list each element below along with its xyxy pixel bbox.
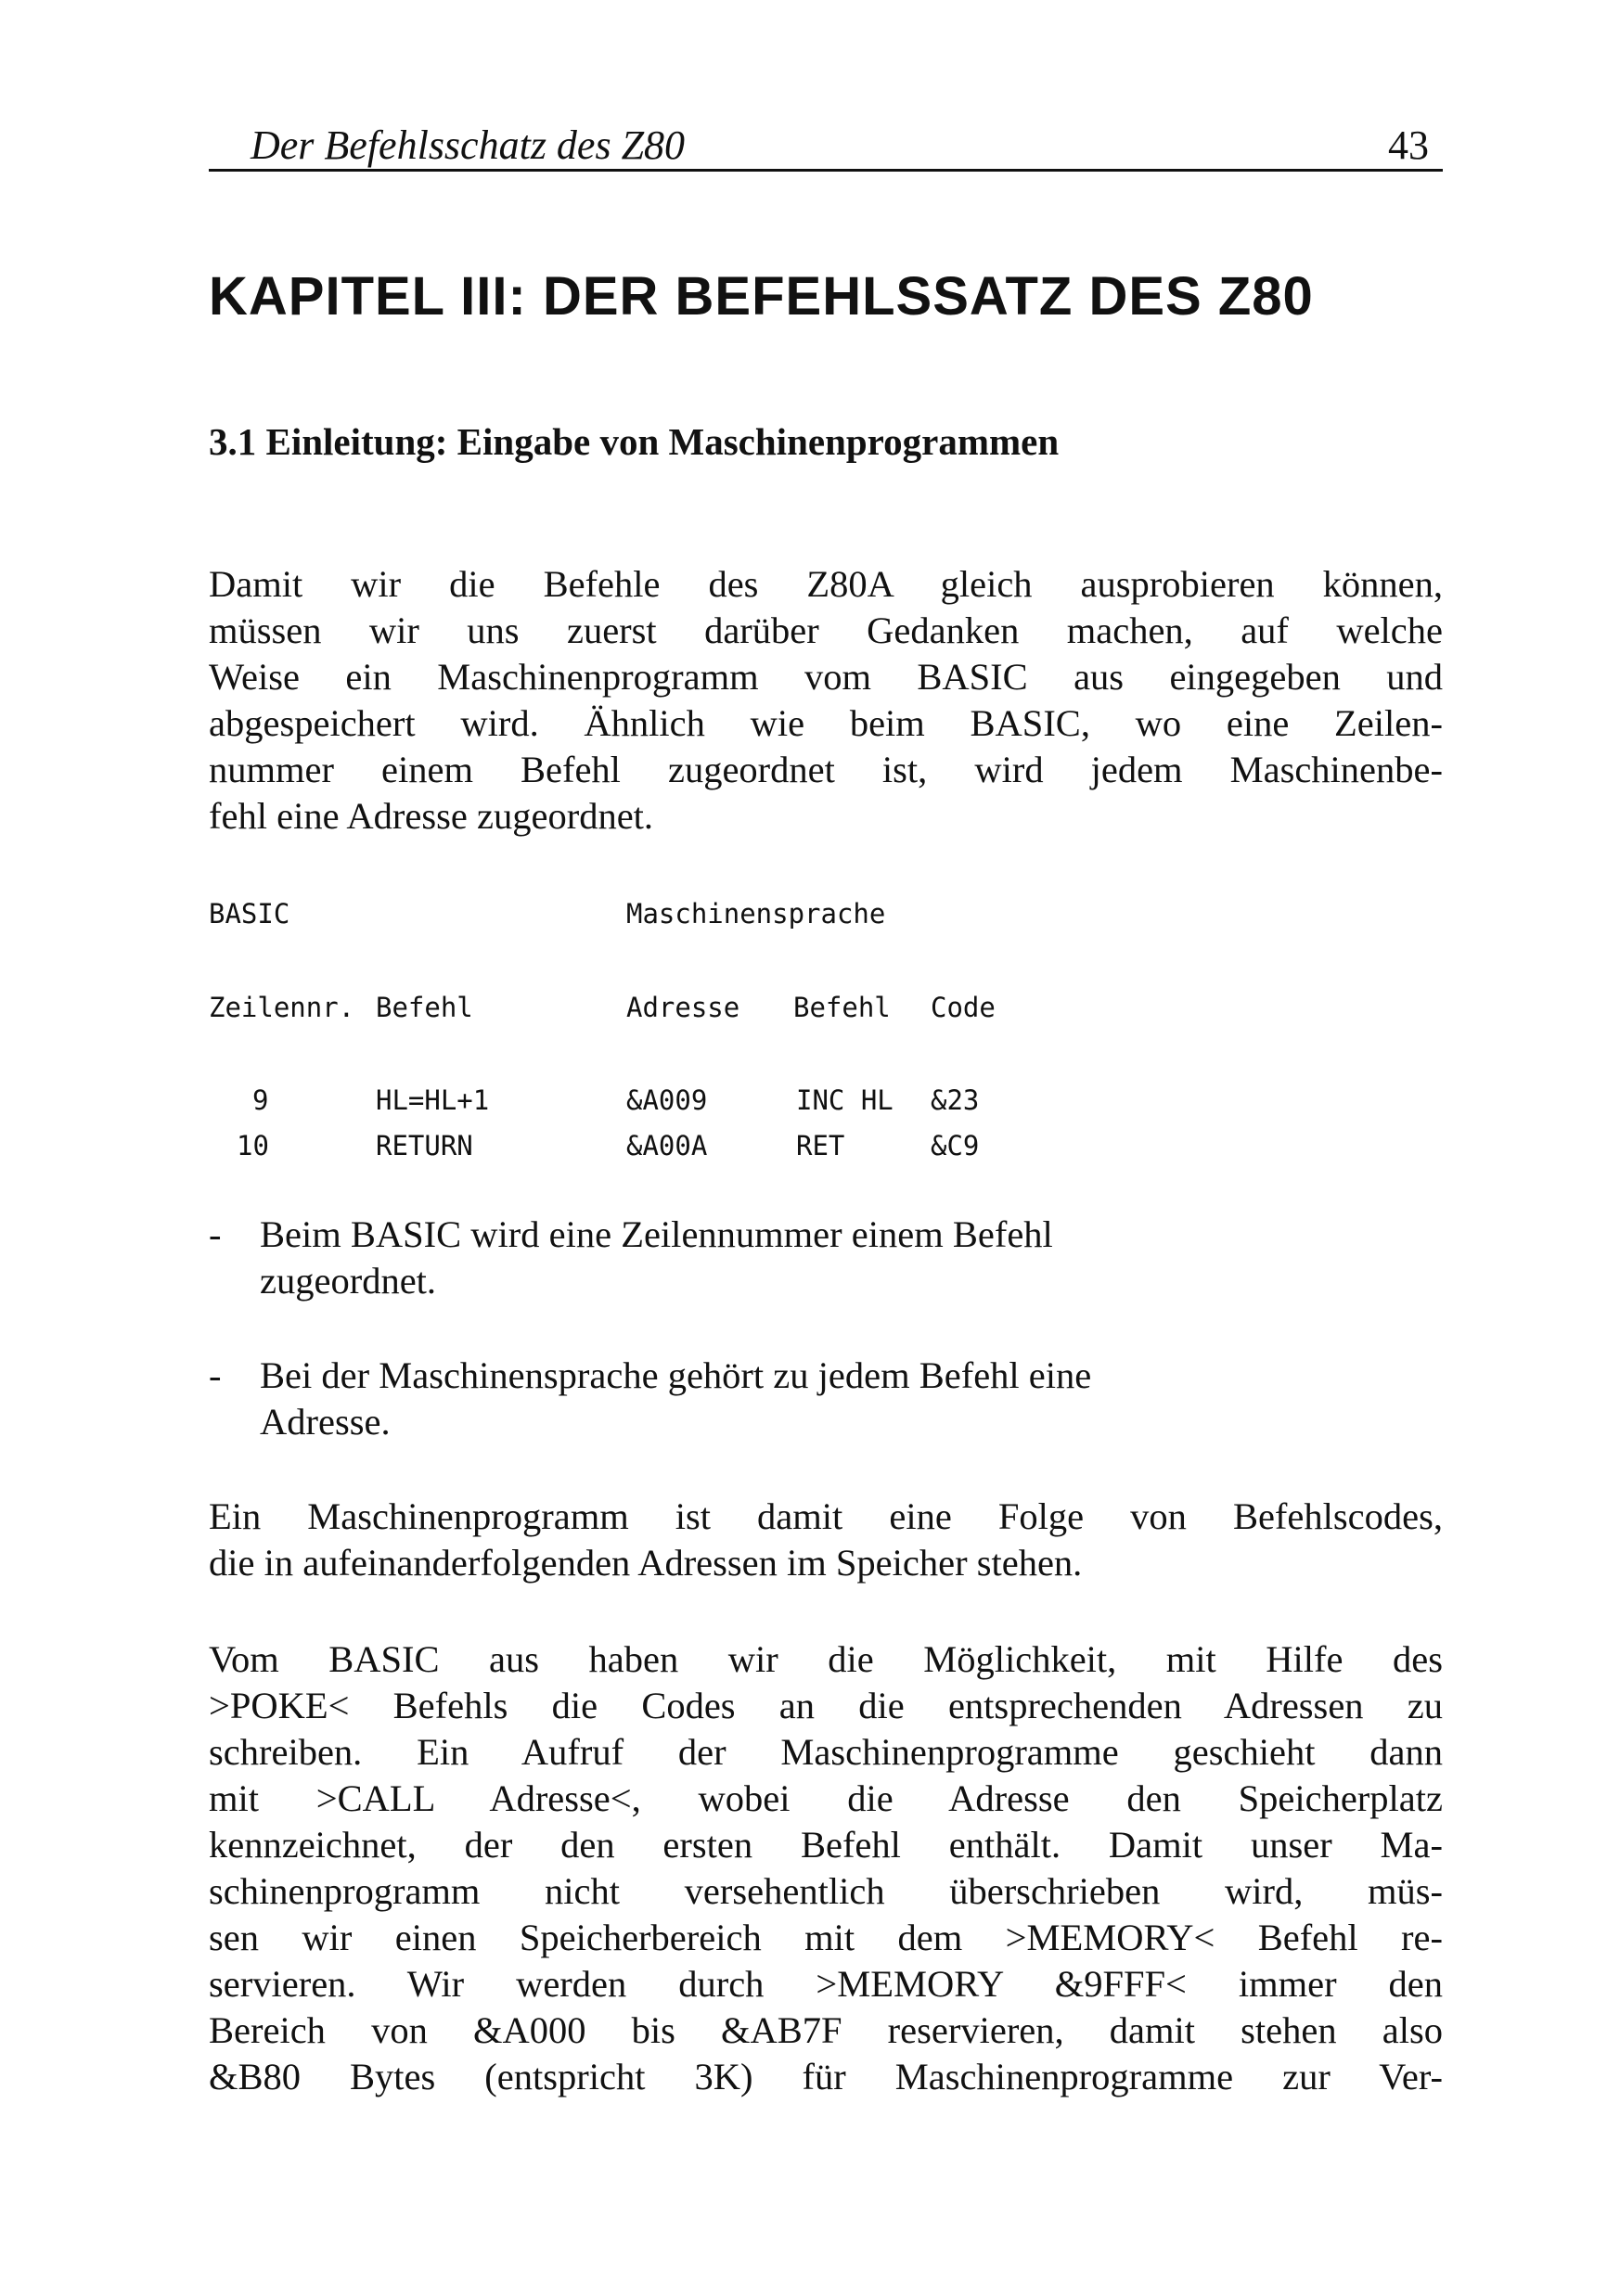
table-cell: 9	[252, 1084, 269, 1116]
text-line: >POKE< Befehls die Codes an die entsprechenden Adressen zu	[209, 1685, 1443, 1726]
text-line: Vom BASIC aus haben wir die Möglichkeit, mit Hilfe des	[209, 1638, 1443, 1680]
text-line: &B80 Bytes (entspricht 3K) für Maschinenprogramme zur Ver-	[209, 2056, 1443, 2097]
text-line: Adresse.	[260, 1401, 391, 1443]
text-line: kennzeichnet, der den ersten Befehl enthält. Damit unser Ma-	[209, 1824, 1443, 1866]
text-line: Beim BASIC wird eine Zeilennummer einem Befehl	[260, 1213, 1053, 1255]
table-cell: RET	[796, 1130, 845, 1161]
table-cell: &A00A	[626, 1130, 708, 1161]
table-cell: INC HL	[796, 1084, 894, 1116]
table-cell: &A009	[626, 1084, 708, 1116]
section-title: 3.1 Einleitung: Eingabe von Maschinenprogrammen	[209, 420, 1060, 463]
text-line: sen wir einen Speicherbereich mit dem >MEMORY< Befehl re-	[209, 1917, 1443, 1958]
text-line: Bei der Maschinensprache gehört zu jedem Befehl eine	[260, 1354, 1092, 1396]
bullet-text	[260, 1353, 1280, 1445]
text-line: schinenprogramm nicht versehentlich überschrieben wird, müs-	[209, 1870, 1443, 1912]
bullet-text	[260, 1212, 1280, 1304]
column-header: Zeilennr.	[209, 992, 355, 1023]
column-header: Befehl	[376, 992, 473, 1023]
bullet-dash: -	[209, 1213, 222, 1255]
text-line: servieren. Wir werden durch >MEMORY &9FFF< immer den	[209, 1963, 1443, 2005]
paragraph	[209, 1494, 1443, 1586]
column-header: Befehl	[793, 992, 891, 1023]
text-line: abgespeichert wird. Ähnlich wie beim BASIC, wo eine Zeilen-	[209, 702, 1443, 744]
page-number: 43	[1388, 122, 1429, 168]
paragraph	[209, 1636, 1443, 2100]
text-line: Ein Maschinenprogramm ist damit eine Folge von Befehlscodes,	[209, 1495, 1443, 1537]
table-cell: &C9	[931, 1130, 980, 1161]
text-line: nummer einem Befehl zugeordnet ist, wird jedem Maschinenbe-	[209, 749, 1443, 790]
table-cell: HL=HL+1	[376, 1084, 490, 1116]
group-header-machine: Maschinensprache	[626, 898, 886, 930]
column-header: Code	[931, 992, 996, 1023]
text-line: Damit wir die Befehle des Z80A gleich ausprobieren können,	[209, 563, 1443, 605]
text-line: zugeordnet.	[260, 1260, 437, 1302]
intro-paragraph	[209, 561, 1443, 840]
running-head	[209, 122, 1443, 172]
group-header-basic: BASIC	[209, 898, 290, 930]
text-line: Weise ein Maschinenprogramm vom BASIC aus eingegeben und	[209, 656, 1443, 698]
chapter-title: KAPITEL III: DER BEFEHLSSATZ DES Z80	[209, 266, 1314, 327]
table-cell: RETURN	[376, 1130, 473, 1161]
text-line: mit >CALL Adresse<, wobei die Adresse den Speicherplatz	[209, 1777, 1443, 1819]
text-line: fehl eine Adresse zugeordnet.	[209, 795, 654, 837]
text-line: die in aufeinanderfolgenden Adressen im Speicher stehen.	[209, 1542, 1083, 1584]
column-header: Adresse	[626, 992, 740, 1023]
bullet-dash: -	[209, 1354, 222, 1396]
text-line: Bereich von &A000 bis &AB7F reservieren, damit stehen also	[209, 2009, 1443, 2051]
table-cell: &23	[931, 1084, 980, 1116]
text-line: schreiben. Ein Aufruf der Maschinenprogramme geschieht dann	[209, 1731, 1443, 1773]
text-line: müssen wir uns zuerst darüber Gedanken machen, auf welche	[209, 609, 1443, 651]
table-cell: 10	[237, 1130, 269, 1161]
running-title: Der Befehlsschatz des Z80	[251, 122, 686, 168]
